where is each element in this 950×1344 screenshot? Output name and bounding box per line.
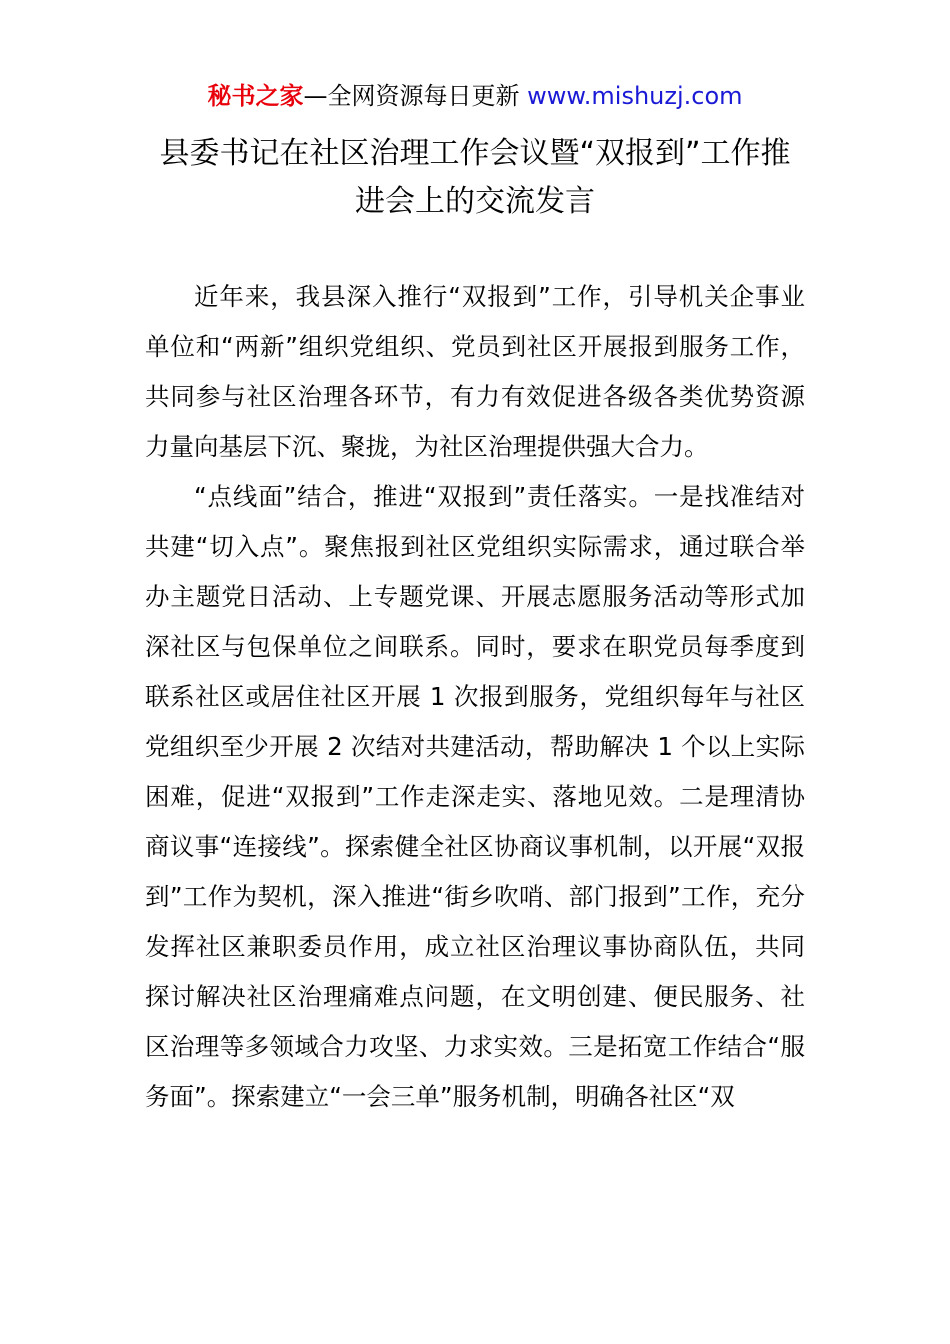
document-body: [145, 272, 805, 1122]
paragraph-point-line-surface: “点线面”结合，推进“双报到”责任落实。一是找准结对共建“切入点”。聚焦报到社区党组织实际需求，通过联合举办主题党日活动、上专题党课、开展志愿服务活动等形式加深社区与包保单位之间联系。同时，要求在职党员每季度到联系社区或居住社区开展 1 次报到服务，党组织每年与社区党组织至少开展 2 次结对共建活动，帮助解决 1 个以上实际困难，促进“双报到”工作走深走实、落地见效。二是理清协商议事“连接线”。探索健全社区协商议事机制，以开展“双报到”工作为契机，深入推进“街乡吹哨、部门报到”工作，充分发挥社区兼职委员作用，成立社区治理议事协商队伍，共同探讨解决社区治理痛难点问题，在文明创建、便民服务、社区治理等多领域合力攻坚、力求实效。三是拓宽工作结合“服务面”。探索建立“一会三单”服务机制，明确各社区“双: [145, 482, 805, 1111]
banner-tagline: —全网资源每日更新: [303, 82, 528, 110]
brand-name: 秘书之家: [207, 82, 304, 110]
paragraph-intro: 近年来，我县深入推行“双报到”工作，引导机关企事业单位和“两新”组织党组织、党员到社区开展报到服务工作，共同参与社区治理各环节，有力有效促进各级各类优势资源力量向基层下沉、聚拢，为社区治理提供强大合力。: [145, 282, 805, 461]
site-banner: [0, 80, 950, 112]
site-url-link[interactable]: www.mishuzj.com: [527, 82, 743, 110]
document-title: 县委书记在社区治理工作会议暨“双报到”工作推进会上的交流发言: [159, 136, 791, 219]
